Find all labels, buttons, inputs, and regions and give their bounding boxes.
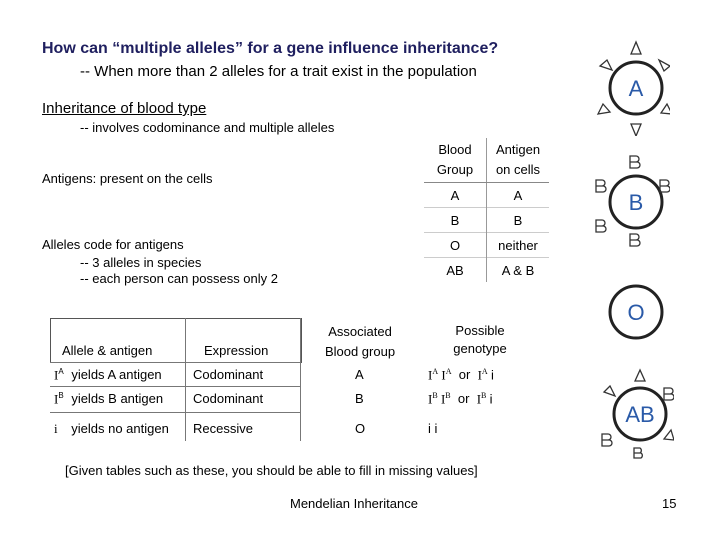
antigen-header: Antigen on cells — [487, 138, 550, 183]
cell-ab-label: AB — [625, 402, 655, 427]
cell-a-icon — [590, 36, 670, 136]
cell-b-label: B — [628, 190, 644, 215]
table-row: B B — [424, 208, 549, 233]
genotype-cell: $I^A$ $I^A$ or $I^A$ i — [428, 367, 494, 383]
genotype-cell: i i — [428, 421, 438, 436]
section-subtext: -- involves codominance and multiple alleles — [80, 120, 335, 135]
expression-column-header: Expression — [204, 343, 269, 358]
table-row: A A — [424, 183, 549, 208]
allele-ib: $I^B$ yields B antigen — [54, 391, 164, 407]
table-row: O neither — [424, 233, 549, 258]
footer-note: [Given tables such as these, you should be able to fill in missing values] — [65, 463, 478, 478]
allele-column-header: Allele & antigen — [62, 343, 153, 358]
expression-cell: Codominant — [193, 391, 264, 406]
cell-o-label: O — [627, 300, 645, 325]
group-cell: O — [355, 421, 366, 436]
group-cell: A — [355, 367, 364, 382]
row-divider — [50, 412, 300, 413]
group-cell: B — [355, 391, 364, 406]
cell-ab-icon — [594, 362, 674, 462]
allele-ia: $I^A$ yields A antigen — [54, 367, 162, 383]
blood-group-table — [424, 138, 549, 282]
table-row: AB A & B — [424, 258, 549, 283]
row-divider — [50, 362, 300, 363]
cell-o-icon — [600, 280, 670, 344]
expression-cell: Codominant — [193, 367, 264, 382]
page-subtitle: -- When more than 2 alleles for a trait exist in the population — [80, 63, 477, 80]
footer-title: Mendelian Inheritance — [290, 496, 418, 511]
blood-group-header: Blood Group — [424, 138, 487, 183]
cell-a-label: A — [628, 76, 644, 101]
cell-b-icon — [590, 150, 670, 250]
page-number: 15 — [662, 496, 677, 511]
column-divider — [300, 318, 301, 441]
column-divider — [185, 318, 186, 441]
row-divider — [50, 386, 300, 387]
expression-cell: Recessive — [193, 421, 253, 436]
allele-i: i yields no antigen — [54, 421, 169, 436]
alleles-line-2: -- each person can possess only 2 — [80, 271, 278, 286]
page-title: How can “multiple alleles” for a gene influence inheritance? — [42, 40, 499, 57]
alleles-text: Alleles code for antigens — [42, 237, 184, 252]
genotype-cell: $I^B$ $I^B$ or $I^B$ i — [428, 391, 493, 407]
group-column-header: Associated Blood group — [324, 324, 396, 359]
antigens-text: Antigens: present on the cells — [42, 171, 213, 186]
alleles-line-1: -- 3 alleles in species — [80, 255, 202, 270]
section-heading: Inheritance of blood type — [42, 100, 207, 117]
genotype-column-header: Possible genotype — [453, 323, 507, 356]
